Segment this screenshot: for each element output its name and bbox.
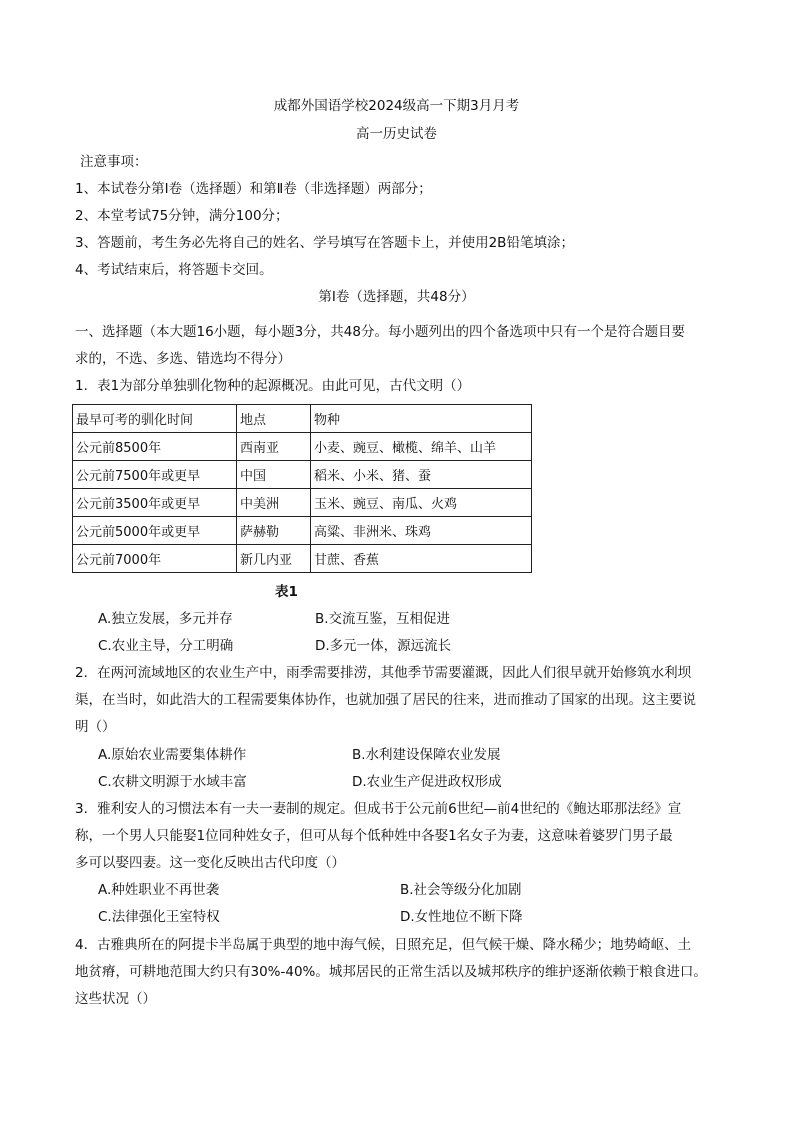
table-cell: 中美洲	[237, 489, 311, 517]
question-3-option-b: B.社会等级分化加剧	[400, 882, 522, 898]
table-row	[73, 545, 532, 573]
question-2-option-d: D.农业生产促进政权形成	[352, 774, 502, 790]
question-4-stem: 4．古雅典所在的阿提卡半岛属于典型的地中海气候，日照充足，但气候干燥、降水稀少；地势崎岖、土	[75, 937, 692, 953]
section-instructions: 求的，不选、多选、错选均不得分）	[75, 351, 291, 367]
question-2-option-c: C.农耕文明源于水域丰富	[98, 774, 247, 790]
table-row	[73, 433, 532, 461]
question-2-option-a: A.原始农业需要集体耕作	[98, 747, 247, 763]
question-1-option-a: A.独立发展，多元并存	[98, 611, 233, 627]
table-cell: 甘蔗、香蕉	[311, 545, 532, 573]
domestication-table	[72, 404, 532, 573]
table-header: 地点	[237, 405, 311, 433]
question-2-stem: 渠，在当时，如此浩大的工程需要集体协作，也就加强了居民的往来，进而推动了国家的出现。这主要说	[75, 692, 696, 708]
question-2-stem: 明（）	[75, 719, 116, 735]
question-3-option-c: C.法律强化王室特权	[98, 909, 220, 925]
question-3-stem: 3．雅利安人的习惯法本有一夫一妻制的规定。但成书于公元前6世纪—前4世纪的《鲍达耶那法经》宣	[75, 801, 682, 817]
table-cell: 公元前5000年或更早	[73, 517, 237, 545]
section-heading: 第Ⅰ卷（选择题，共48分）	[318, 289, 475, 305]
table-cell: 萨赫勒	[237, 517, 311, 545]
table-cell: 新几内亚	[237, 545, 311, 573]
table-cell: 稻米、小米、猪、蚕	[311, 461, 532, 489]
note-item: 1、本试卷分第Ⅰ卷（选择题）和第Ⅱ卷（非选择题）两部分；	[75, 181, 432, 197]
exam-subtitle: 高一历史试卷	[356, 126, 437, 142]
question-1-option-d: D.多元一体，源远流长	[315, 638, 452, 654]
question-3-option-d: D.女性地位不断下降	[400, 909, 523, 925]
question-4-stem: 地贫瘠，可耕地范围大约只有30%-40%。城邦居民的正常生活以及城邦秩序的维护逐渐依赖于粮食进口。	[75, 964, 707, 980]
question-2-option-b: B.水利建设保障农业发展	[352, 747, 501, 763]
table-cell: 西南亚	[237, 433, 311, 461]
table-cell: 玉米、豌豆、南瓜、火鸡	[311, 489, 532, 517]
question-3-stem: 称，一个男人只能娶1位同种姓女子，但可从每个低种姓中各娶1名女子为妻，这意味着婆罗门男子最	[75, 828, 673, 844]
question-3-stem: 多可以娶四妻。这一变化反映出古代印度（）	[75, 855, 345, 871]
table-cell: 公元前8500年	[73, 433, 237, 461]
question-1-option-c: C.农业主导，分工明确	[98, 638, 234, 654]
question-1-option-b: B.交流互鉴，互相促进	[315, 611, 451, 627]
section-instructions: 一、选择题（本大题16小题，每小题3分，共48分。每小题列出的四个备选项中只有一个是符合题目要	[75, 324, 685, 340]
note-item: 4、考试结束后，将答题卡交回。	[75, 262, 273, 278]
table-caption: 表1	[275, 584, 298, 600]
question-3-option-a: A.种姓职业不再世袭	[98, 882, 220, 898]
table-cell: 公元前3500年或更早	[73, 489, 237, 517]
table-row	[73, 517, 532, 545]
question-2-stem: 2．在两河流域地区的农业生产中，雨季需要排涝，其他季节需要灌溉，因此人们很早就开始修筑水利坝	[75, 665, 692, 681]
question-1-stem: 1．表1为部分单独驯化物种的起源概况。由此可见，古代文明（）	[75, 378, 471, 394]
note-item: 2、本堂考试75分钟，满分100分；	[75, 208, 289, 224]
table-cell: 高粱、非洲米、珠鸡	[311, 517, 532, 545]
note-item: 3、答题前，考生务必先将自己的姓名、学号填写在答题卡上，并使用2B铅笔填涂；	[75, 235, 574, 251]
table-header: 最早可考的驯化时间	[73, 405, 237, 433]
question-4-stem: 这些状况（）	[75, 991, 156, 1007]
table-cell: 公元前7500年或更早	[73, 461, 237, 489]
table-header-row	[73, 405, 532, 433]
table-cell: 中国	[237, 461, 311, 489]
notes-heading: 注意事项：	[80, 154, 148, 170]
table-cell: 公元前7000年	[73, 545, 237, 573]
table-header: 物种	[311, 405, 532, 433]
exam-title: 成都外国语学校2024级高一下期3月月考	[273, 98, 520, 114]
table-row	[73, 461, 532, 489]
table-cell: 小麦、豌豆、橄榄、绵羊、山羊	[311, 433, 532, 461]
table-row	[73, 489, 532, 517]
